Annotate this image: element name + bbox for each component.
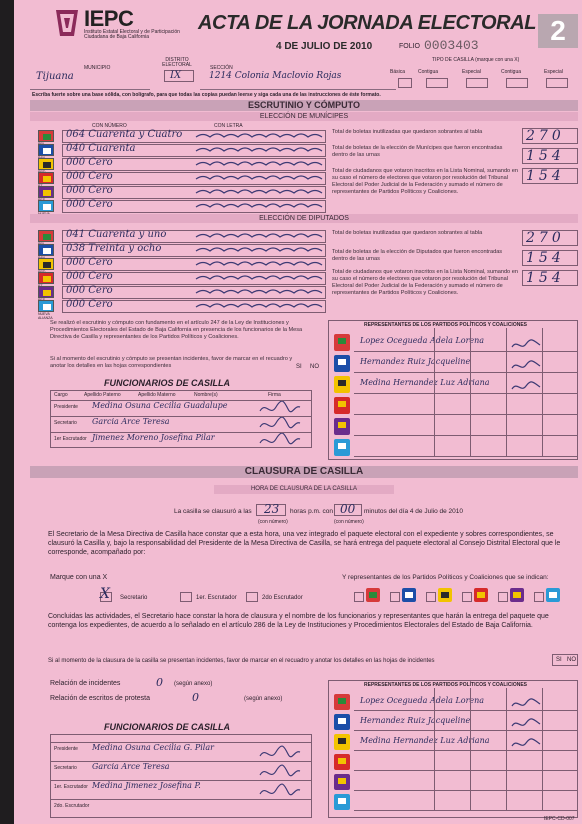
clausura-representantes-title: REPRESENTANTES DE LOS PARTIDOS POLÍTICOS Y COALICIONES: [364, 682, 527, 688]
dip-party-mark-0: [43, 234, 51, 240]
clausura-title: CLAUSURA DE CASILLA: [30, 466, 578, 478]
cl-func-name-1[interactable]: Garcia Arce Teresa: [92, 762, 170, 771]
mun-party-logo-2: [38, 158, 54, 170]
mid-col-firma: Firma: [268, 392, 281, 398]
cl-func-cargo-0: Presidente: [54, 746, 78, 752]
clausura-party-mark-4: [513, 592, 521, 598]
mun-value-votaron[interactable]: 154: [526, 168, 565, 184]
mid-rep-signature-icon-1: [510, 355, 544, 372]
mid-rep-party-mark-1: [338, 359, 346, 365]
mun-value-sobrantes[interactable]: 270: [526, 128, 565, 144]
dip-row-scribble-line-0: [196, 234, 322, 237]
clausura-si: SI: [556, 657, 562, 663]
mun-stat-text-1: Total de boletas de la elección de Munícipes que fueron encontradas dentro de las urnas: [332, 145, 503, 158]
mun-row-value-2[interactable]: 000 Cero: [66, 157, 113, 168]
col-con-letra: CON LETRA: [214, 123, 243, 129]
mid-rep-col-1: [470, 328, 471, 456]
no-escritos-value[interactable]: 0: [192, 691, 199, 704]
election-date: 4 DE JULIO DE 2010: [276, 41, 373, 52]
mun-row-scribble-line-4: [196, 190, 322, 193]
mid-rep-name-1[interactable]: Hernandez Ruiz Jacqueline: [360, 357, 471, 366]
segun-anexo-1: (según anexo): [174, 681, 213, 687]
mun-party-mark-2: [43, 162, 51, 168]
cl-rep-signature-icon-1: [510, 714, 544, 730]
relacion-incidentes: Relación de incidentes: [50, 680, 121, 687]
escrutador2-label: 2do Escrutador: [262, 595, 303, 601]
representantes-label: Y representantes de los Partidos Políticos y Coaliciones que se indican:: [342, 574, 549, 581]
municipio-value[interactable]: Tijuana: [36, 71, 74, 82]
mid-rep-signature-2[interactable]: [510, 376, 544, 393]
mun-row-scribble-5: [194, 200, 324, 212]
minutes-value[interactable]: 00: [340, 502, 356, 516]
closed-text-3: minutos del día 4 de Julio de 2010: [364, 508, 464, 515]
concluded-text: Concluidas las actividades, el Secretario hace constar la hora de clausura y el nombre de los funcionarios y representantes que harán la entrega del paquete que contenga los expedientes, de acuerdo a lo señalado en el artículo 286 de la Ley de Instituciones y Procedimientos Electorales del Estado de Baja California.: [48, 613, 549, 629]
mun-row-scribble-line-5: [196, 204, 322, 207]
mid-rep-party-mark-2: [338, 380, 346, 386]
mid-func-name-2[interactable]: Jimenez Moreno Josefina Pilar: [92, 433, 215, 442]
dip-row-scribble-line-4: [196, 290, 322, 293]
dip-party-mark-5: [43, 304, 51, 310]
footer-code: IEPC-CD-007: [544, 816, 575, 822]
mid-rep-line-1: [354, 372, 578, 373]
mun-party-logo-5: [38, 200, 54, 212]
cl-rep-signature-icon-0: [510, 694, 544, 710]
mun-party-mark-4: [43, 190, 51, 196]
cl-func-cargo-1: Secretario: [54, 765, 77, 771]
mid-rep-col-2: [506, 328, 507, 456]
clausura-incidents-text: Si al momento de la clausura de la casilla se presentan incidentes, favor de marcar en el recuadro y anotar los detalles en las hojas de incidentes: [48, 658, 435, 664]
mid-rep-line-5: [354, 456, 578, 457]
casilla-type-3: Contigua: [501, 69, 522, 75]
clausura-party-mark-2: [441, 592, 449, 598]
cl-func-signature-0[interactable]: [258, 743, 302, 759]
mid-func-cargo-1: Secretario: [54, 420, 77, 426]
mid-rep-signature-icon-0: [510, 334, 544, 351]
mid-rep-line-3: [354, 414, 578, 415]
mun-row-value-0[interactable]: 064 Cuarenta y Cuatro: [66, 129, 183, 140]
mun-stat-text-2: Total de ciudadanos que votaron inscritos en la Lista Nominal, sumando en su caso el número de electores que votaron por resolución del Tribunal Electoral del Poder Judicial de la Federación y sumado el número de representantes de Partidos Políticos y Coaliciones.: [332, 168, 518, 195]
cl-rep-col-0: [434, 688, 435, 810]
dip-row-scribble-line-3: [196, 276, 322, 279]
dip-row-value-5[interactable]: 000 Cero: [66, 299, 113, 310]
mid-rep-party-mark-5: [338, 443, 346, 449]
clausura-no: NO: [567, 657, 576, 663]
scanner-edge: [0, 0, 14, 824]
dip-party-label-5: NUEVA ALIANZA: [38, 312, 53, 320]
con-numero-hora: (con número): [258, 519, 288, 525]
mid-rep-party-logo-0: [334, 334, 350, 351]
escrutador1-checkbox[interactable]: [180, 592, 192, 602]
mun-row-value-3[interactable]: 000 Cero: [66, 171, 113, 182]
cl-rep-signature-1[interactable]: [510, 714, 544, 730]
clausura-party-mark-1: [405, 592, 413, 598]
mid-rep-signature-icon-2: [510, 376, 544, 393]
dip-value-urnas[interactable]: 154: [526, 250, 565, 266]
dip-row-scribble-5: [194, 300, 324, 312]
cl-signature-icon-1: [258, 762, 302, 778]
mid-rep-party-logo-1: [334, 355, 350, 372]
dip-row-scribble-line-5: [196, 304, 322, 307]
mun-row-scribble-0: [194, 130, 324, 142]
distrito-label: DISTRITO ELECTORAL: [162, 57, 192, 68]
mun-stat-text-0: Total de boletas inutilizadas que quedaron sobrantes al tabla: [332, 129, 483, 135]
clausura-party-logo-0: [366, 588, 380, 602]
casilla-box-basica[interactable]: [398, 78, 412, 88]
cl-rep-party-logo-2: [334, 734, 350, 750]
cl-rep-line-3: [354, 770, 578, 771]
cl-func-signature-2[interactable]: [258, 781, 302, 797]
mun-value-urnas[interactable]: 154: [526, 148, 565, 164]
cl-rep-party-logo-1: [334, 714, 350, 730]
clausura-party-checkbox-4[interactable]: [498, 592, 508, 602]
dip-row-value-3[interactable]: 000 Cero: [66, 271, 113, 282]
mid-col-nombre: Nombre(s): [194, 392, 218, 398]
mid-col-apellido-paterno: Apellido Paterno: [84, 392, 121, 398]
cl-rep-col-1: [470, 688, 471, 810]
mun-row-value-1[interactable]: 040 Cuarenta: [66, 143, 136, 154]
cl-rep-line-4: [354, 790, 578, 791]
mid-rep-party-mark-0: [338, 338, 346, 344]
mid-rep-signature-1[interactable]: [510, 355, 544, 372]
cl-rep-col-2: [506, 688, 507, 810]
dip-value-sobrantes[interactable]: 270: [526, 230, 565, 246]
mun-row-scribble-3: [194, 172, 324, 184]
clausura-party-logo-2: [438, 588, 452, 602]
seccion-label: SECCIÓN: [210, 65, 233, 71]
con-numero-minutos: (con número): [334, 519, 364, 525]
instructions: Escriba fuerte sobre una base sólida, con bolígrafo, para que todas las copias puedan leerse y siga cada una de las instrucciones de éste formato.: [32, 92, 381, 98]
cl-rep-line-1: [354, 730, 578, 731]
clausura-party-mark-3: [477, 592, 485, 598]
clausura-party-checkbox-0[interactable]: [354, 592, 364, 602]
mid-func-signature-1[interactable]: [258, 417, 302, 430]
mid-func-name-1[interactable]: Garcia Arce Teresa: [92, 417, 170, 426]
mid-rep-name-2[interactable]: Medina Hernandez Luz Adriana: [360, 378, 490, 387]
secretary-text: El Secretario de la Mesa Directiva de Casilla hace constar que a esta hora, una vez integrado el paquete electoral con el expediente y sobres correspondientes, se clausuró la Casilla y, bajo la responsabilidad del Presidente de la Mesa Directiva de Casilla, se hará entrega del paquete electoral al Consejo Distrital Electoral que le corresponde, acompañado por:: [48, 531, 561, 556]
cl-func-name-0[interactable]: Medina Osuna Cecilia G. Pilar: [92, 743, 214, 752]
dip-party-logo-1: [38, 244, 54, 256]
diputados-title: ELECCIÓN DE DIPUTADOS: [30, 214, 578, 223]
cl-rep-party-mark-3: [338, 758, 346, 764]
mid-rep-line-4: [354, 435, 578, 436]
mun-party-mark-1: [43, 148, 51, 154]
clausura-party-checkbox-5[interactable]: [534, 592, 544, 602]
tipo-casilla-label: TIPO DE CASILLA (marque con una X): [432, 57, 520, 63]
mun-row-scribble-line-2: [196, 162, 322, 165]
mid-representantes-title: REPRESENTANTES DE LOS PARTIDOS POLÍTICOS Y COALICIONES: [364, 322, 527, 328]
mun-party-logo-0: [38, 130, 54, 142]
clausura-party-checkbox-1[interactable]: [390, 592, 400, 602]
dip-party-logo-4: [38, 286, 54, 298]
escrutinio-title: ESCRUTINIO Y CÓMPUTO: [30, 100, 578, 111]
mid-rep-col-3: [542, 328, 543, 456]
closed-text-2: horas p.m. con: [290, 508, 333, 515]
relacion-escritos: Relación de escritos de protesta: [50, 695, 150, 702]
logo-subtitle: Instituto Estatal Electoral y de Participación Ciudadana de Baja California: [84, 29, 180, 40]
marque-text: Marque con una X: [50, 574, 108, 581]
mid-func-cargo-2: 1er Escrutador: [54, 436, 87, 442]
casilla-box-contigua[interactable]: [426, 78, 448, 88]
dip-row-scribble-2: [194, 258, 324, 270]
cl-rep-party-logo-0: [334, 694, 350, 710]
mid-no: NO: [310, 364, 319, 370]
acta-number-badge: 2: [538, 14, 578, 48]
secretario-x: X: [100, 586, 110, 602]
mun-row-scribble-line-3: [196, 176, 322, 179]
dip-row-value-1[interactable]: 038 Treinta y ocho: [66, 243, 162, 254]
cl-rep-party-logo-3: [334, 754, 350, 770]
no-incidentes-value[interactable]: 0: [156, 676, 163, 689]
dip-stat-text-0: Total de boletas inutilizadas que quedaron sobrantes al tabla: [332, 230, 483, 236]
mid-rep-party-logo-5: [334, 439, 350, 456]
casilla-type-0: Básica: [390, 69, 406, 75]
mid-funcionarios-title: FUNCIONARIOS DE CASILLA: [104, 378, 230, 388]
cl-func-name-2[interactable]: Medina Jimenez Josefina P.: [92, 781, 201, 790]
casilla-box-especial[interactable]: [466, 78, 488, 88]
casilla-type-2: Especial: [462, 69, 481, 75]
dip-row-scribble-1: [194, 244, 324, 256]
cl-rep-name-1[interactable]: Hernandez Ruiz Jacqueline: [360, 716, 471, 725]
escrutador2-checkbox[interactable]: [246, 592, 258, 602]
casilla-type-4: Especial: [544, 69, 563, 75]
mun-row-scribble-4: [194, 186, 324, 198]
cl-func-cargo-3: 2do. Escrutador: [54, 803, 90, 809]
cl-rep-party-logo-4: [334, 774, 350, 790]
dip-row-value-0[interactable]: 041 Cuarenta y uno: [66, 229, 167, 240]
mid-rep-signature-0[interactable]: [510, 334, 544, 351]
mid-rep-party-logo-2: [334, 376, 350, 393]
clausura-party-logo-1: [402, 588, 416, 602]
mid-signature-icon-1: [258, 417, 302, 430]
cl-rep-name-0[interactable]: Lopez Ocegueda Adela Lorena: [360, 696, 485, 705]
cl-rep-party-logo-5: [334, 794, 350, 810]
mid-si: SI: [296, 364, 302, 370]
folio-label: FOLIO: [399, 43, 421, 50]
dip-party-mark-1: [43, 248, 51, 254]
mid-rep-party-logo-3: [334, 397, 350, 414]
clausura-party-logo-3: [474, 588, 488, 602]
logo-text: IEPC: [84, 6, 134, 31]
cl-signature-icon-2: [258, 781, 302, 797]
mid-rep-line-0: [354, 351, 578, 352]
mid-rep-party-logo-4: [334, 418, 350, 435]
cl-rep-name-2[interactable]: Medina Hernandez Luz Adriana: [360, 736, 490, 745]
mid-col-apellido-materno: Apellido Materno: [138, 392, 176, 398]
mid-incidents-text: Si al momento del escrutinio y cómputo se presentan incidentes, favor de marcar en el recuadro y anotar los detalles en las hojas correspondientes: [50, 356, 293, 369]
cl-rep-signature-2[interactable]: [510, 734, 544, 750]
hora-clausura-title: HORA DE CLAUSURA DE LA CASILLA: [214, 485, 394, 494]
dip-party-logo-2: [38, 258, 54, 270]
dip-row-value-2[interactable]: 000 Cero: [66, 257, 113, 268]
mid-func-signature-2[interactable]: [258, 433, 302, 446]
segun-anexo-2: (según anexo): [244, 696, 283, 702]
legal-text: Se realizó el escrutinio y cómputo con fundamento en el artículo 247 de la Ley de Instituciones y Procedimientos Electorales del Estado de Baja California en presencia de los funcionarios de la Mesa Directiva de Casilla y representantes de los Partidos Políticos y Coaliciones.: [50, 320, 303, 340]
dip-row-scribble-line-2: [196, 262, 322, 265]
hour-value[interactable]: 23: [264, 502, 280, 516]
casilla-box-contigua-2[interactable]: [506, 78, 528, 88]
mun-row-scribble-line-1: [196, 148, 322, 151]
casilla-box-especial-2[interactable]: [546, 78, 568, 88]
folio-number: 0003403: [424, 38, 479, 53]
cl-rep-party-mark-5: [338, 798, 346, 804]
mun-row-value-5[interactable]: 000 Cero: [66, 199, 113, 210]
mun-row-scribble-line-0: [196, 134, 322, 137]
dip-value-votaron[interactable]: 154: [526, 270, 565, 286]
mid-col-cargo: Cargo: [54, 392, 68, 398]
clausura-party-checkbox-2[interactable]: [426, 592, 436, 602]
seccion-value[interactable]: 1214 Colonia Maclovio Rojas: [209, 71, 342, 81]
mid-signature-icon-2: [258, 433, 302, 446]
mid-rep-party-mark-3: [338, 401, 346, 407]
col-con-numero: CON NÚMERO: [92, 123, 127, 129]
dip-row-scribble-0: [194, 230, 324, 242]
dip-row-scribble-line-1: [196, 248, 322, 251]
distrito-value[interactable]: IX: [170, 70, 182, 81]
clausura-party-mark-5: [549, 592, 557, 598]
cl-signature-icon-0: [258, 743, 302, 759]
dip-party-mark-4: [43, 290, 51, 296]
dip-party-mark-2: [43, 262, 51, 268]
escrutador1-label: 1er. Escrutador: [196, 595, 237, 601]
cl-rep-col-3: [542, 688, 543, 810]
document-title: ACTA DE LA JORNADA ELECTORAL: [198, 12, 537, 34]
clausura-party-logo-4: [510, 588, 524, 602]
mid-rep-party-mark-4: [338, 422, 346, 428]
mun-party-mark-0: [43, 134, 51, 140]
clausura-party-mark-0: [369, 592, 377, 598]
dip-row-scribble-4: [194, 286, 324, 298]
mid-func-cargo-0: Presidente: [54, 404, 78, 410]
cl-rep-party-mark-1: [338, 718, 346, 724]
mid-rep-col-0: [434, 328, 435, 456]
closed-text-1: La casilla se clausuró a las: [174, 508, 252, 515]
cl-rep-line-2: [354, 750, 578, 751]
dip-party-mark-3: [43, 276, 51, 282]
clausura-funcionarios-title: FUNCIONARIOS DE CASILLA: [104, 722, 230, 732]
iepc-logo-icon: [54, 8, 80, 38]
mid-func-signature-0[interactable]: [258, 401, 302, 414]
mun-party-logo-4: [38, 186, 54, 198]
acta-page: [14, 0, 582, 824]
secretario-label: Secretario: [120, 595, 148, 601]
clausura-party-logo-5: [546, 588, 560, 602]
mun-party-logo-3: [38, 172, 54, 184]
dip-party-logo-3: [38, 272, 54, 284]
cl-rep-line-0: [354, 710, 578, 711]
mid-rep-name-0[interactable]: Lopez Ocegueda Adela Lorena: [360, 336, 485, 345]
cl-rep-line-5: [354, 810, 578, 811]
mid-signature-icon-0: [258, 401, 302, 414]
mun-party-mark-5: [43, 204, 51, 210]
cl-func-signature-1[interactable]: [258, 762, 302, 778]
clausura-party-checkbox-3[interactable]: [462, 592, 472, 602]
dip-party-logo-0: [38, 230, 54, 242]
dip-stat-text-2: Total de ciudadanos que votaron inscritos en la Lista Nominal, sumando en su caso el número de electores que votaron por resolución del Tribunal Electoral del Poder Judicial de la Federación y sumado el número de representantes de Partidos Políticos y Coaliciones.: [332, 269, 518, 296]
cl-func-cargo-2: 1er. Escrutador: [54, 784, 88, 790]
municipio-label: MUNICIPIO: [84, 65, 111, 71]
dip-stat-text-1: Total de boletas de la elección de Diputados que fueron encontradas dentro de las urnas: [332, 249, 503, 262]
mun-row-value-4[interactable]: 000 Cero: [66, 185, 113, 196]
mun-party-logo-1: [38, 144, 54, 156]
mid-func-name-0[interactable]: Medina Osuna Cecilia Guadalupe: [92, 401, 228, 410]
mun-party-mark-3: [43, 176, 51, 182]
dip-party-logo-5: [38, 300, 54, 312]
municipes-title: ELECCIÓN DE MUNÍCIPES: [30, 112, 578, 121]
mun-row-scribble-2: [194, 158, 324, 170]
cl-rep-party-mark-2: [338, 738, 346, 744]
dip-row-scribble-3: [194, 272, 324, 284]
cl-rep-signature-icon-2: [510, 734, 544, 750]
dip-row-value-4[interactable]: 000 Cero: [66, 285, 113, 296]
mid-rep-line-2: [354, 393, 578, 394]
mun-row-scribble-1: [194, 144, 324, 156]
casilla-type-1: Contigua: [418, 69, 439, 75]
cl-rep-party-mark-4: [338, 778, 346, 784]
cl-rep-party-mark-0: [338, 698, 346, 704]
cl-rep-signature-0[interactable]: [510, 694, 544, 710]
